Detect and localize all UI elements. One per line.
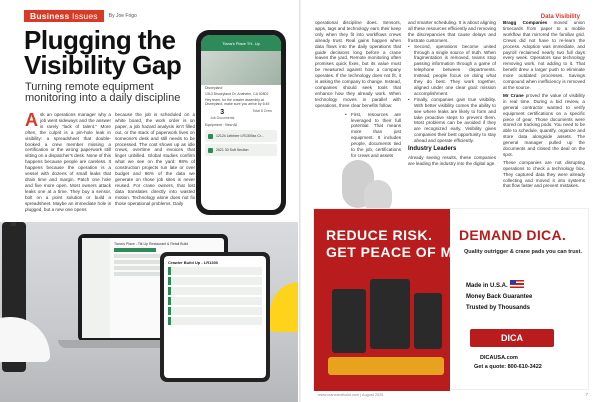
body-column-3 — [315, 20, 401, 159]
phone-address: 1313 Disneyland Dr, Anaheim, CA 92802 — [205, 92, 269, 96]
section-tag: Business Issues — [24, 10, 104, 22]
ad-headline: REDUCE RISK. GET PEACE OF MIND. — [326, 227, 483, 260]
phone-note: Hey team, for the crawler assembly at Disneyland, make sure you arrive by 6:45 — [205, 98, 270, 106]
byline: By Joe Frigo — [108, 13, 137, 19]
phone-screen — [201, 35, 281, 210]
page-number: 7 — [585, 392, 588, 397]
article-headline: Plugging the Visibility Gap — [24, 25, 182, 80]
col3-text: operational discipline does. Sensors, apps, tags and technology earn their keep only when they fit into workflows crews already trust. Real gains happen when data flows into the daily operations that guide decisions long before a crane leaves the yard. Remote monitoring often promises quick fixes, but its value must be measured against how a company operates. If the technology does not fit, it is asking the company to change. Instead, companies should seek tools that enhance how they already work. When technology moves in parallel with operations, three clear benefits follow: — [315, 20, 401, 108]
body-column-1 — [25, 112, 111, 212]
bullet-item: • First, resources are leveraged to their full potential. That means more than just equipment. It includes people, documents tied to the job, certifications for crews and assets — [345, 111, 401, 158]
phone-location: Disneyland — [205, 86, 223, 90]
right-section-label: Data Visibility — [540, 14, 580, 20]
equipment-header: Equipment · View All — [205, 123, 238, 127]
bullet-item: • Second, operations become united through a single source of truth. When fragmentation is removed, teams stop passing information through a game of telephone between departments. Instead, people focus on doing what they do best. They work together, aligned under one clear goal: mission accomplishment. — [408, 43, 496, 96]
body-column-4: and smarter scheduling. It is about aligning all these resources efficiently and removing the discrepancies that cause delays and frustrate customers. • Second, operations become united through a single source of truth. When fragmentation is removed, teams stop passing information through a game of telephone between departments. Instead, people focus on doing what they do best. They work together, aligned under one clear goal: mission accomplishment. • Finally, companies gain true visibility. With better visibility comes the ability to see where leaks are likely to form and take proactive steps to prevent them. Most problems can be avoided if they are recognized early. Visibility gives companies their best opportunity to stay ahead and operate efficiently. Industry Leaders Already seeing results, these companies are leading the industry into the digital age. — [408, 20, 497, 166]
equipment-item: 12124 Liebherr LR1300sx Cr... — [205, 130, 277, 142]
tablet-mockup — [160, 252, 270, 382]
section-heading: Industry Leaders — [408, 146, 457, 153]
phone-title: Tiana's Place TH- Up — [201, 35, 281, 51]
us-flag-icon — [510, 280, 524, 288]
laptop-title: Tiana's Place - Tilt-Up Restaurant & Retail Build — [114, 242, 189, 246]
dica-advertisement — [313, 208, 589, 390]
outrigger-pads-image — [328, 271, 446, 381]
article-subhead: Turning remote equipment monitoring into a daily discipline — [25, 81, 181, 104]
phone-map-image — [201, 51, 281, 85]
ad-quote-phone: Get a quote: 800-610-3422 — [474, 364, 542, 370]
yellow-hardhat-image — [270, 282, 298, 332]
drop-cap: A — [25, 110, 38, 130]
page-gutter — [299, 0, 301, 402]
col1-text: sk an operations manager why a job went sideways and the answer is rarely "lack of talent." More often, the culprit is a pin-hole leak in visibility: a spreadsheet that double-booked a crew member missing a certification or the wrong paperwork still sitting on a dispatcher's desk. None of this happens because people are careless. It happens because the operation is a vessel with dozens of small leaks that drain time and margin. Patch one hole and five more open. Most owners attack leaks one at a time. They buy a sensor, bolt on a point solution or build a spreadsheet. Maybe an immediate hole is plugged, but a new one opens — [25, 112, 111, 212]
ad-tagline: Quality outrigger & crane pads you can trust. — [464, 249, 582, 255]
body-column-2: because the job is scheduled on a white board, the work order is on paper, a job hazard analysis isn't filled out, or the stack of paperwork lives on someone's desk and still needs to be processed. The cost shows up as idle crews, overtime and invoices that linger unbilled. Global studies confirm what we see on the yard: 98% of construction projects run late or over budget and 86% of the data we generate on those job sites is never reused. For crane owners, that lost data translates directly into wasted motion. Technology alone does not fix those operational problems. Daily — [115, 112, 195, 206]
stat-crew: Total 8 Crew — [252, 109, 272, 113]
footer-left: www.craneandhoist.com | August 2025 — [318, 393, 384, 397]
ad-url: DICAUSA.com — [480, 355, 518, 361]
white-hardhat-image — [0, 317, 50, 362]
bullet-item: • Finally, companies gain true visibility. With better visibility comes the ability to see where leaks are likely to form and take proactive steps to prevent them. Most problems can be avoided if they are recognized early. Visibility gives companies their best opportunity to stay ahead and operate efficiently. — [408, 96, 496, 144]
ad-claims: Made in U.S.A. Money Back Guarantee Trusted by Thousands — [466, 283, 533, 311]
dica-logo: DICA — [470, 329, 554, 347]
body-column-5: Bragg Companies moved union timecards from paper to a mobile workflow that mirrored the familiar grid. Crews did not have to re-learn the process. Adoption was immediate, and payroll reclaimed nearly two full days every week. Operators saw technology removing work, not adding to it. That benefit drew a larger push to eliminate more outdated processes. Savings compound when inefficiency is removed at the source. Mr Crane proved the value of visibility in real time. During a bid review, a general contractor wanted to verify equipment certifications on a specific piece of gear. Those documents were stored on tracking pods. You need to be able to schedule, quantify, organize and store data alongside assets. The general manager pulled up the documents and closed the deal on the spot. These companies are not disrupting operations to check a technology box. They captured data they were already collecting and moved it into systems that flow faster and prevent mistakes. — [503, 20, 585, 189]
product-photo — [0, 222, 298, 402]
stat-documents: 3 Job Documents — [210, 109, 235, 120]
phone-mockup — [196, 30, 286, 215]
tablet-title: Crawler Build Up - LR1300 — [168, 260, 219, 265]
section-header — [24, 9, 137, 23]
phone-stats — [201, 107, 281, 122]
laptop-sidebar — [82, 238, 110, 338]
equipment-item: 2621 30 Soft Section — [205, 144, 277, 156]
ad-brand-headline: DEMAND DICA. — [459, 227, 567, 243]
